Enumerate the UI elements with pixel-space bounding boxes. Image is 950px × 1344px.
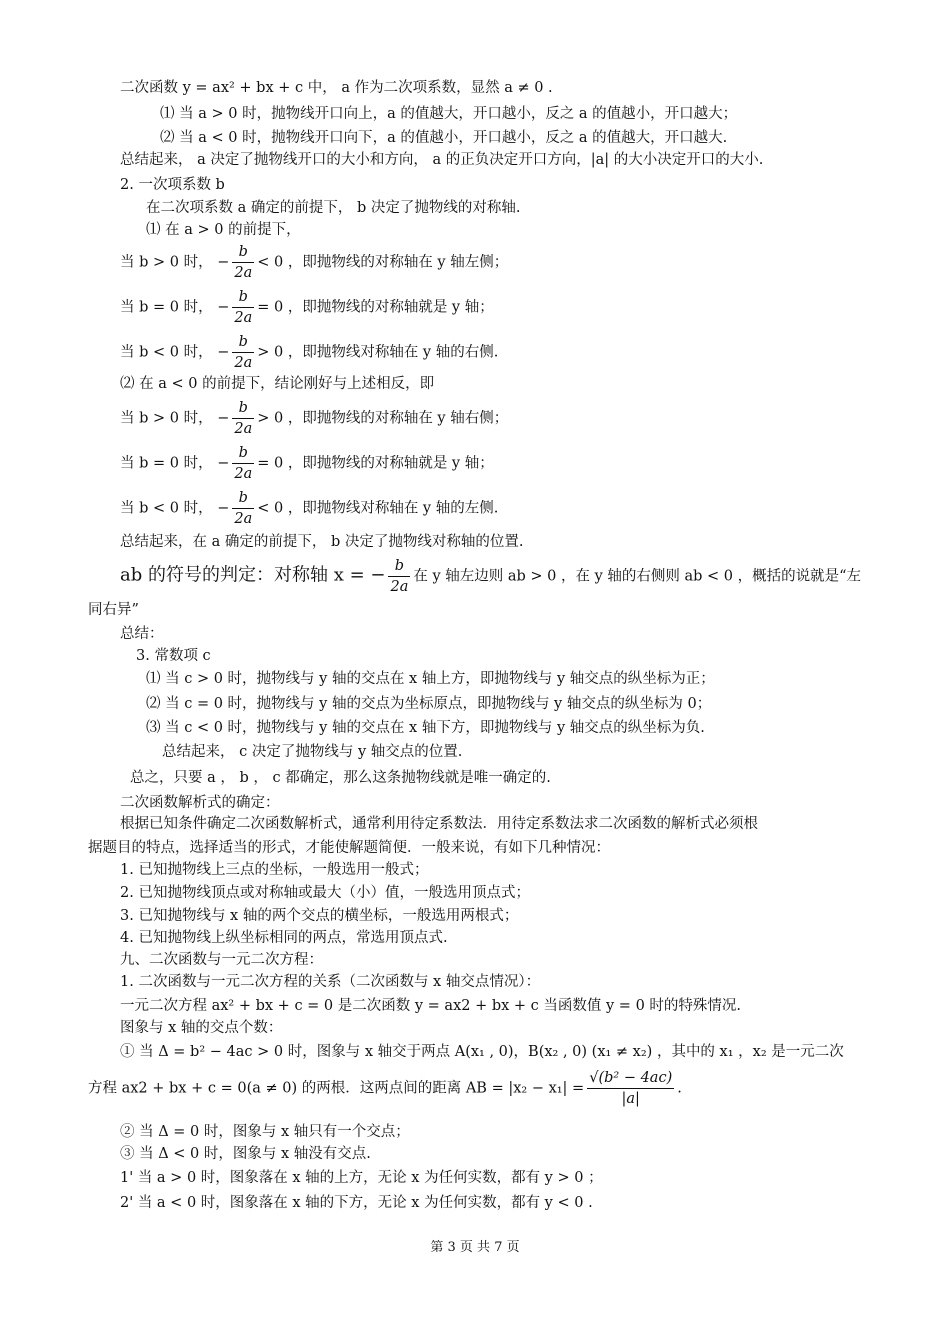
text-fragment: < 0 ，即抛物线的对称轴在 y 轴左侧； — [257, 254, 509, 271]
text-line: 一元二次方程 ax² + bx + c = 0 是二次函数 y = ax2 + bx + c 当函数值 y = 0 时的特殊情况. — [120, 998, 742, 1014]
text-line: 2' 当 a < 0 时，图象落在 x 轴的下方，无论 x 为任何实数，都有 y < 0 . — [120, 1195, 593, 1211]
text-line: ⑵ 当 a < 0 时，抛物线开口向下，a 的值越小，开口越小，反之 a 的值越大，开口越大. — [160, 130, 728, 146]
formula-line — [88, 1068, 682, 1109]
text-line: ① 当 Δ = b² − 4ac > 0 时，图象与 x 轴交于两点 A(x₁ , 0)，B(x₂ , 0) (x₁ ≠ x₂) ，其中的 x₁ ，x₂ 是一元二次 — [120, 1044, 844, 1060]
formula-line — [120, 242, 508, 283]
fraction-denominator: 2a — [234, 355, 253, 371]
text-fragment: > 0 ，即抛物线的对称轴在 y 轴右侧； — [257, 410, 509, 427]
fraction — [232, 488, 254, 529]
formula-line — [120, 398, 508, 439]
text-line: 在二次项系数 a 确定的前提下， b 决定了抛物线的对称轴. — [146, 200, 521, 216]
text-fragment: < 0 ，即抛物线对称轴在 y 轴的左侧. — [257, 500, 499, 517]
fraction-numerator: b — [232, 332, 254, 353]
text-line: 1' 当 a > 0 时，图象落在 x 轴的上方，无论 x 为任何实数，都有 y > 0 ； — [120, 1170, 603, 1186]
section-heading: 九、二次函数与一元二次方程： — [120, 952, 323, 968]
text-fragment: 当 b = 0 时， − — [120, 299, 230, 316]
text-line: ⑴ 当 c > 0 时，抛物线与 y 轴的交点在 x 轴上方，即抛物线与 y 轴交点的纵坐标为正； — [146, 671, 715, 687]
fraction — [388, 556, 410, 597]
section-heading: 3. 常数项 c — [136, 648, 211, 664]
fraction-numerator: b — [388, 556, 410, 577]
text-line: 图象与 x 轴的交点个数： — [120, 1020, 283, 1036]
text-fragment: 当 b < 0 时， − — [120, 500, 230, 517]
fraction-numerator: b — [232, 443, 254, 464]
fraction-denominator: 2a — [234, 466, 253, 482]
text-fragment: ab 的符号的判定：对称轴 x = − — [120, 564, 386, 586]
text-fragment: = 0 ，即抛物线的对称轴就是 y 轴； — [257, 299, 494, 316]
list-item: 3. 已知抛物线与 x 轴的两个交点的横坐标，一般选用两根式； — [120, 908, 519, 924]
text-line: 据题目的特点，选择适当的形式，才能使解题简便．一般来说，有如下几种情况： — [88, 840, 610, 856]
text-fragment: 当 b = 0 时， − — [120, 455, 230, 472]
text-line: ⑴ 当 a > 0 时，抛物线开口向上，a 的值越大，开口越小，反之 a 的值越小，开口越大； — [160, 106, 738, 122]
list-item: 4. 已知抛物线上纵坐标相同的两点，常选用顶点式. — [120, 930, 448, 946]
text-line: 总之，只要 a ， b ， c 都确定，那么这条抛物线就是唯一确定的. — [130, 770, 551, 786]
text-line: 二次函数 y = ax² + bx + c 中， a 作为二次项系数，显然 a ≠ 0 . — [120, 80, 553, 96]
text-fragment: = 0 ，即抛物线的对称轴就是 y 轴； — [257, 455, 494, 472]
formula-line — [120, 443, 494, 484]
fraction-denominator: 2a — [234, 511, 253, 527]
text-fragment: 当 b > 0 时， − — [120, 410, 230, 427]
page-footer: 第 3 页 共 7 页 — [430, 1240, 520, 1255]
text-fragment: 当 b < 0 时， − — [120, 344, 230, 361]
text-fragment: 在 y 轴左边则 ab > 0 ，在 y 轴的右侧则 ab < 0 ，概括的说就是“左 — [413, 568, 862, 585]
fraction — [587, 1068, 674, 1109]
fraction-denominator: 2a — [234, 310, 253, 326]
text-line: ⑵ 当 c = 0 时，抛物线与 y 轴的交点为坐标原点，即抛物线与 y 轴交点的纵坐标为 0； — [146, 696, 712, 712]
section-heading: 二次函数解析式的确定： — [120, 795, 280, 811]
text-line: ⑶ 当 c < 0 时，抛物线与 y 轴的交点在 x 轴下方，即抛物线与 y 轴交点的纵坐标为负. — [146, 720, 705, 736]
text-line: 总结： — [120, 626, 164, 642]
fraction-denominator: 2a — [390, 579, 409, 595]
fraction-numerator: b — [232, 287, 254, 308]
formula-line — [120, 488, 498, 529]
fraction-numerator: b — [232, 242, 254, 263]
fraction-numerator: b — [232, 488, 254, 509]
formula-line — [120, 287, 494, 328]
text-line: ② 当 Δ = 0 时，图象与 x 轴只有一个交点； — [120, 1124, 410, 1140]
text-fragment: . — [677, 1080, 682, 1097]
text-line: 总结起来，在 a 确定的前提下， b 决定了抛物线对称轴的位置. — [120, 534, 524, 550]
fraction-numerator: √(b² − 4ac) — [587, 1068, 674, 1089]
fraction-denominator: 2a — [234, 421, 253, 437]
fraction — [232, 443, 254, 484]
text-line: 根据已知条件确定二次函数解析式，通常利用待定系数法．用待定系数法求二次函数的解析式必须根 — [120, 816, 758, 832]
text-line: 同右异” — [88, 602, 139, 618]
text-fragment: > 0 ，即抛物线对称轴在 y 轴的右侧. — [257, 344, 499, 361]
fraction — [232, 287, 254, 328]
text-line: ⑵ 在 a < 0 的前提下，结论刚好与上述相反，即 — [120, 376, 435, 392]
list-item: 1. 已知抛物线上三点的坐标，一般选用一般式； — [120, 862, 429, 878]
fraction — [232, 242, 254, 283]
text-line: ⑴ 在 a > 0 的前提下， — [146, 222, 301, 238]
text-line: ③ 当 Δ < 0 时，图象与 x 轴没有交点. — [120, 1146, 371, 1162]
text-line: 总结起来， c 决定了抛物线与 y 轴交点的位置. — [162, 744, 463, 760]
fraction-numerator: b — [232, 398, 254, 419]
fraction-denominator: 2a — [234, 265, 253, 281]
fraction-denominator: |a| — [621, 1091, 640, 1107]
formula-line — [120, 332, 498, 373]
text-line: 1. 二次函数与一元二次方程的关系（二次函数与 x 轴交点情况）： — [120, 974, 541, 990]
fraction — [232, 332, 254, 373]
list-item: 2. 已知抛物线顶点或对称轴或最大（小）值，一般选用顶点式； — [120, 885, 530, 901]
text-fragment: 方程 ax2 + bx + c = 0(a ≠ 0) 的两根．这两点间的距离 AB = |x₂ − x₁| = — [88, 1080, 585, 1097]
section-heading: 2. 一次项系数 b — [120, 177, 225, 193]
formula-line — [120, 556, 861, 597]
fraction — [232, 398, 254, 439]
text-fragment: 当 b > 0 时， − — [120, 254, 230, 271]
text-line: 总结起来， a 决定了抛物线开口的大小和方向， a 的正负决定开口方向，|a| 的大小决定开口的大小. — [120, 152, 764, 168]
